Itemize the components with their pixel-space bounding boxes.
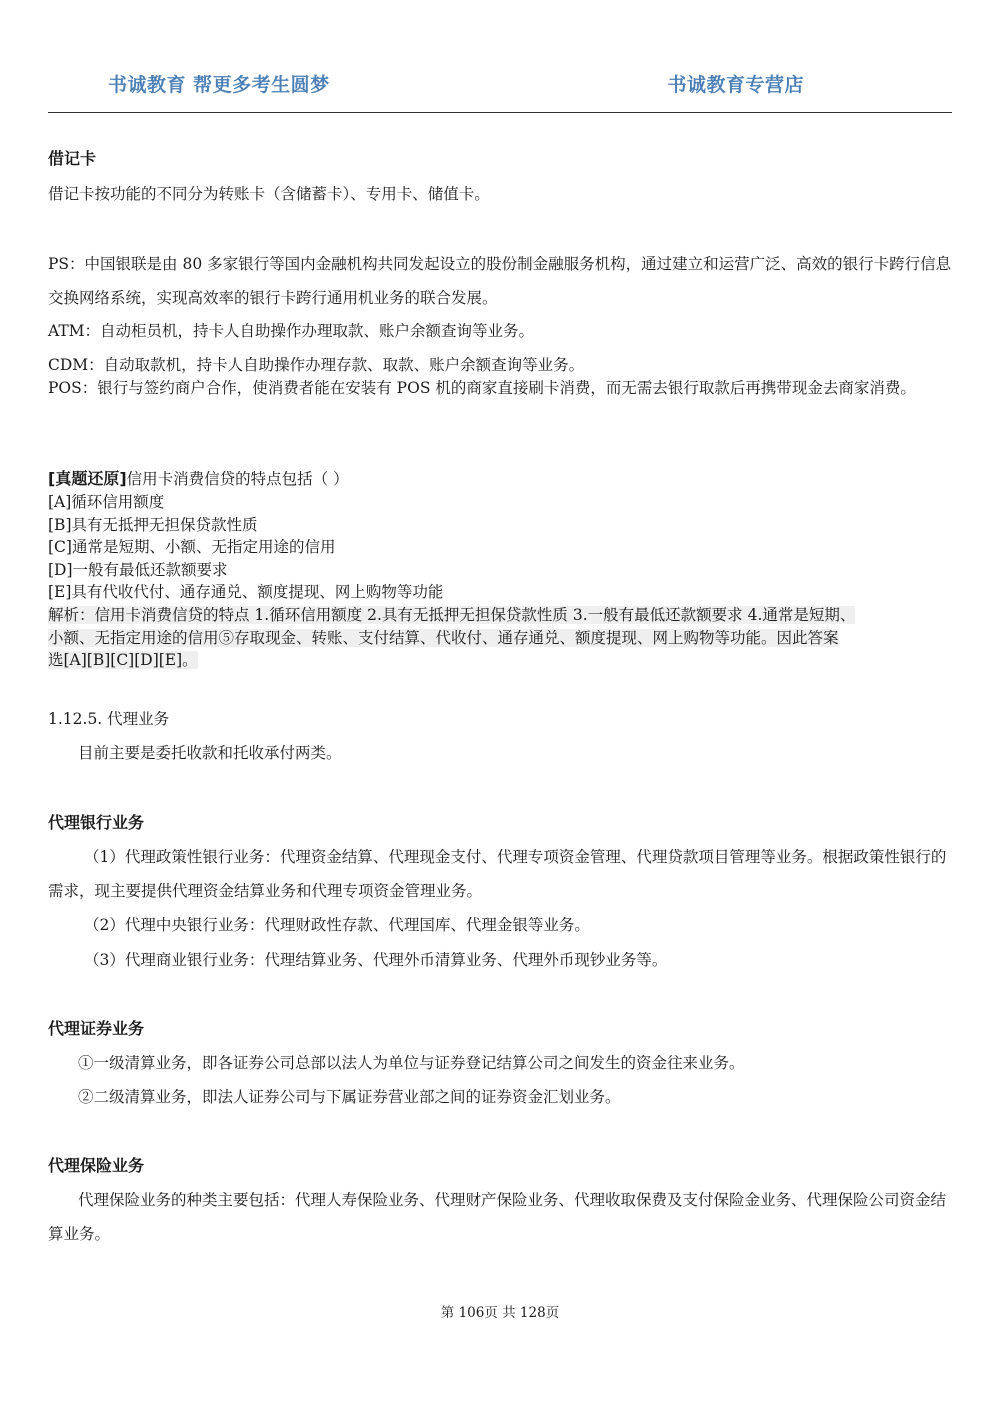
ps-atm-text: ATM：自动柜员机，持卡人自助操作办理取款、账户余额查询等业务。 [48,322,535,340]
question-option: [A]循环信用额度 [48,493,165,511]
agency-intro: 目前主要是委托收款和托收承付两类。 [78,744,342,762]
question-option: [C]通常是短期、小额、无指定用途的信用 [48,538,336,556]
debit-card-text: 借记卡按功能的不同分为转账卡（含储蓄卡）、专用卡、储值卡。 [48,185,490,203]
header-divider [48,112,952,113]
agency-securities-item-1: ①一级清算业务，即各证券公司总部以法人为单位与证券登记结算公司之间发生的资金往来业务。 [78,1054,745,1072]
page-number-footer: 第 106页 共 128页 [440,1305,560,1321]
ps-cdm-text: CDM：自动取款机，持卡人自助操作办理存款、取款、账户余额查询等业务。 [48,356,585,374]
agency-section-title: 1.12.5. 代理业务 [48,710,170,728]
question-stem: 信用卡消费信贷的特点包括（ ） [126,470,349,488]
ps-pos-text: POS：银行与签约商户合作，使消费者能在安装有 POS 机的商家直接刷卡消费，而无需去银行取款后再携带现金去商家消费。 [48,379,916,397]
question-tag: [真题还原] [48,469,127,488]
question-option: [E]具有代收代付、通存通兑、额度提现、网上购物等功能 [48,583,444,601]
question-option: [B]具有无抵押无担保贷款性质 [48,515,258,534]
analysis-line: 小额、无指定用途的信用⑤存取现金、转账、支付结算、代收付、通存通兑、额度提现、网上购物等功能。因此答案 [48,628,839,647]
ps-unionpay-text: PS：中国银联是由 80 多家银行等国内金融机构共同发起设立的股份制金融服务机构，通过建立和运营广泛、高效的银行卡跨行信息交换网络系统，实现高效率的银行卡跨行通用机业务的联合发展。 [48,255,952,307]
question-option: [D]一般有最低还款额要求 [48,560,228,579]
analysis-line: 选[A][B][C][D][E]。 [48,651,198,669]
header-right-store: 书诚教育专营店 [667,74,804,96]
agency-insurance-heading: 代理保险业务 [48,1156,145,1175]
question-stem-line [48,468,954,490]
agency-bank-item-3: （3）代理商业银行业务：代理结算业务、代理外币清算业务、代理外币现钞业务等。 [84,951,668,969]
question-options [48,491,954,604]
header-left-slogan: 书诚教育 帮更多考生圆梦 [108,74,330,96]
agency-bank-item-1: （1）代理政策性银行业务：代理资金结算、代理现金支付、代理专项资金管理、代理贷款项目管理等业务。根据政策性银行的需求，现主要提供代理资金结算业务和代理专项资金管理业务。 [48,848,947,900]
question-analysis [48,604,954,672]
agency-bank-heading: 代理银行业务 [48,813,145,832]
agency-securities-item-2: ②二级清算业务，即法人证券公司与下属证券营业部之间的证券资金汇划业务。 [78,1088,621,1106]
analysis-line: 解析：信用卡消费信贷的特点 1.循环信用额度 2.具有无抵押无担保贷款性质 3.一般有最低还款额要求 4.通常是短期、 [48,606,856,624]
debit-card-heading: 借记卡 [48,149,97,168]
agency-bank-item-2: （2）代理中央银行业务：代理财政性存款、代理国库、代理金银等业务。 [84,916,590,934]
agency-insurance-text: 代理保险业务的种类主要包括：代理人寿保险业务、代理财产保险业务、代理收取保费及支付保险金业务、代理保险公司资金结算业务。 [48,1191,947,1243]
agency-securities-heading: 代理证券业务 [48,1019,145,1038]
